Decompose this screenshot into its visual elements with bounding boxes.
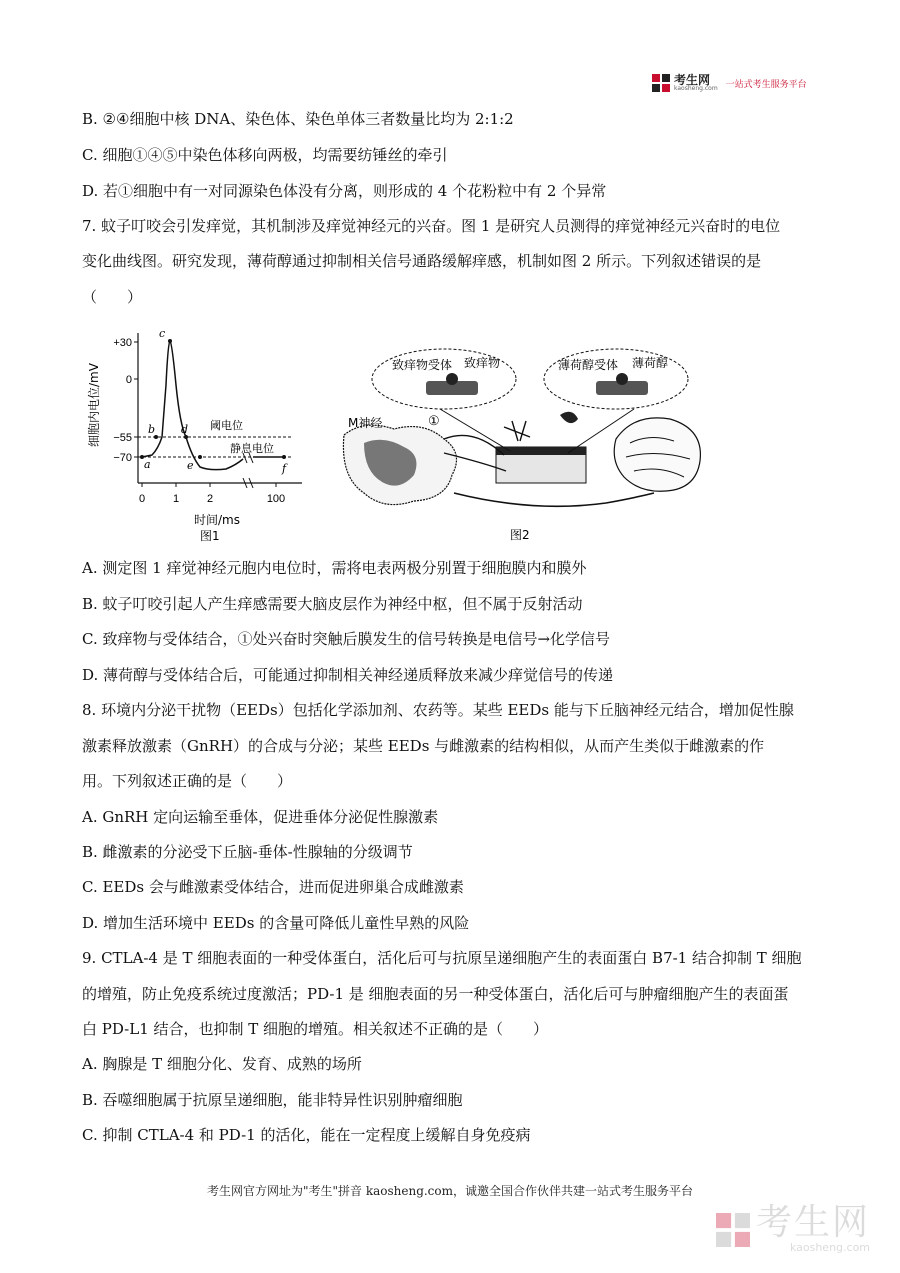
itch-ligand-label: 致痒物 [464, 356, 501, 370]
question-9-stem-3: 白 PD-L1 结合，也抑制 T 细胞的增殖。相关叙述不正确的是（ ） [82, 1020, 549, 1038]
option-6d: D. 若①细胞中有一对同源染色体没有分离，则形成的 4 个花粉粒中有 2 个异常 [82, 182, 607, 200]
option-9c: C. 抑制 CTLA-4 和 PD-1 的活化，能在一定程度上缓解自身免疫病 [82, 1126, 531, 1144]
point-e: e [187, 459, 194, 472]
point-f: f [282, 462, 287, 475]
question-9-stem-1: 9. CTLA-4 是 T 细胞表面的一种受体蛋白，活化后可与抗原呈递细胞产生的表面蛋白 B7-1 结合抑制 T 细胞 [82, 949, 802, 967]
point-d: d [181, 423, 189, 436]
logo-domain: kaosheng.com [674, 85, 718, 92]
menthol-ligand-label: 薄荷醇 [632, 356, 669, 370]
question-9-stem-2: 的增殖，防止免疫系统过度激活；PD-1 是 细胞表面的另一种受体蛋白，活化后可与肿瘤细胞产生的表面蛋 [82, 985, 789, 1003]
option-8a: A. GnRH 定向运输至垂体，促进垂体分泌促性腺激素 [82, 808, 439, 826]
option-7c: C. 致痒物与受体结合，①处兴奋时突触后膜发生的信号转换是电信号→化学信号 [82, 630, 611, 648]
option-8b: B. 雌激素的分泌受下丘脑-垂体-性腺轴的分级调节 [82, 843, 413, 861]
figure-1-action-potential [86, 325, 310, 543]
y-tick-0: 0 [125, 374, 132, 386]
y-tick-30: +30 [113, 337, 132, 349]
y-axis-label: 细胞内电位/mV [87, 363, 101, 447]
watermark [716, 1202, 871, 1254]
kaosheng-logo-icon [652, 74, 670, 92]
question-7-stem-1: 7. 蚊子叮咬会引发痒觉，其机制涉及痒觉神经元的兴奋。图 1 是研究人员测得的痒觉神经元兴奋时的电位 [82, 217, 781, 235]
y-tick-55: −55 [113, 432, 132, 444]
x-tick-0: 0 [138, 493, 146, 505]
footer-text: 考生网官方网址为"考生"拼音 kaosheng.com，诚邀全国合作伙伴共建一站式考生服务平台 [206, 1184, 694, 1198]
option-7a: A. 测定图 1 痒觉神经元胞内电位时，需将电表两极分别置于细胞膜内和膜外 [82, 559, 587, 577]
threshold-label: 阈电位 [210, 419, 243, 432]
watermark-en: kaosheng.com [789, 1241, 871, 1254]
resting-label: 静息电位 [230, 442, 274, 455]
x-axis-label: 时间/ms [194, 513, 240, 527]
option-9a: A. 胸腺是 T 细胞分化、发育、成熟的场所 [82, 1055, 362, 1073]
option-6b: B. ②④细胞中核 DNA、染色体、染色单体三者数量比均为 2:1:2 [82, 110, 514, 128]
option-7b: B. 蚊子叮咬引起人产生痒感需要大脑皮层作为神经中枢，但不属于反射活动 [82, 595, 583, 613]
figure-1-caption: 图1 [200, 529, 220, 543]
header-slogan: 一站式考生服务平台 [725, 79, 807, 90]
header-logo [652, 74, 807, 92]
menthol-receptor-label: 薄荷醇受体 [558, 358, 619, 372]
x-tick-100: 100 [266, 493, 286, 505]
question-8-stem-3: 用。下列叙述正确的是（ ） [82, 772, 293, 790]
option-8d: D. 增加生活环境中 EEDs 的含量可降低儿童性早熟的风险 [82, 914, 470, 932]
logo-name: 考生网 [674, 73, 711, 87]
itch-receptor-label: 致痒物受体 [392, 358, 453, 372]
option-8c: C. EEDs 会与雌激素受体结合，进而促进卵巢合成雌激素 [82, 878, 464, 896]
figure-2-caption: 图2 [510, 528, 530, 542]
point-c: c [159, 327, 166, 340]
watermark-logo-icon [716, 1213, 750, 1247]
watermark-cn: 考生网 [756, 1202, 871, 1243]
question-8-stem-2: 激素释放激素（GnRH）的合成与分泌；某些 EEDs 与雌激素的结构相似，从而产生类似于雌激素的作 [82, 737, 765, 755]
site-1-label: ① [428, 414, 440, 429]
option-9b: B. 吞噬细胞属于抗原呈递细胞，能非特异性识别肿瘤细胞 [82, 1091, 463, 1109]
question-7-bracket: （ ） [82, 288, 143, 306]
m-nerve-label: M神经 [348, 416, 383, 430]
question-7-stem-2: 变化曲线图。研究发现，薄荷醇通过抑制相关信号通路缓解痒感，机制如图 2 所示。下列叙述错误的是 [82, 252, 762, 270]
x-tick-2: 2 [206, 493, 214, 505]
question-8-stem-1: 8. 环境内分泌干扰物（EEDs）包括化学添加剂、农药等。某些 EEDs 能与下丘脑神经元结合，增加促性腺 [82, 701, 794, 719]
x-tick-1: 1 [172, 493, 180, 505]
figure-2-mechanism [334, 343, 708, 543]
y-tick-70: −70 [113, 452, 132, 464]
option-6c: C. 细胞①④⑤中染色体移向两极，均需要纺锤丝的牵引 [82, 146, 448, 164]
option-7d: D. 薄荷醇与受体结合后，可能通过抑制相关神经递质释放来减少痒觉信号的传递 [82, 666, 614, 684]
point-a: a [144, 458, 151, 471]
point-b: b [148, 423, 156, 436]
